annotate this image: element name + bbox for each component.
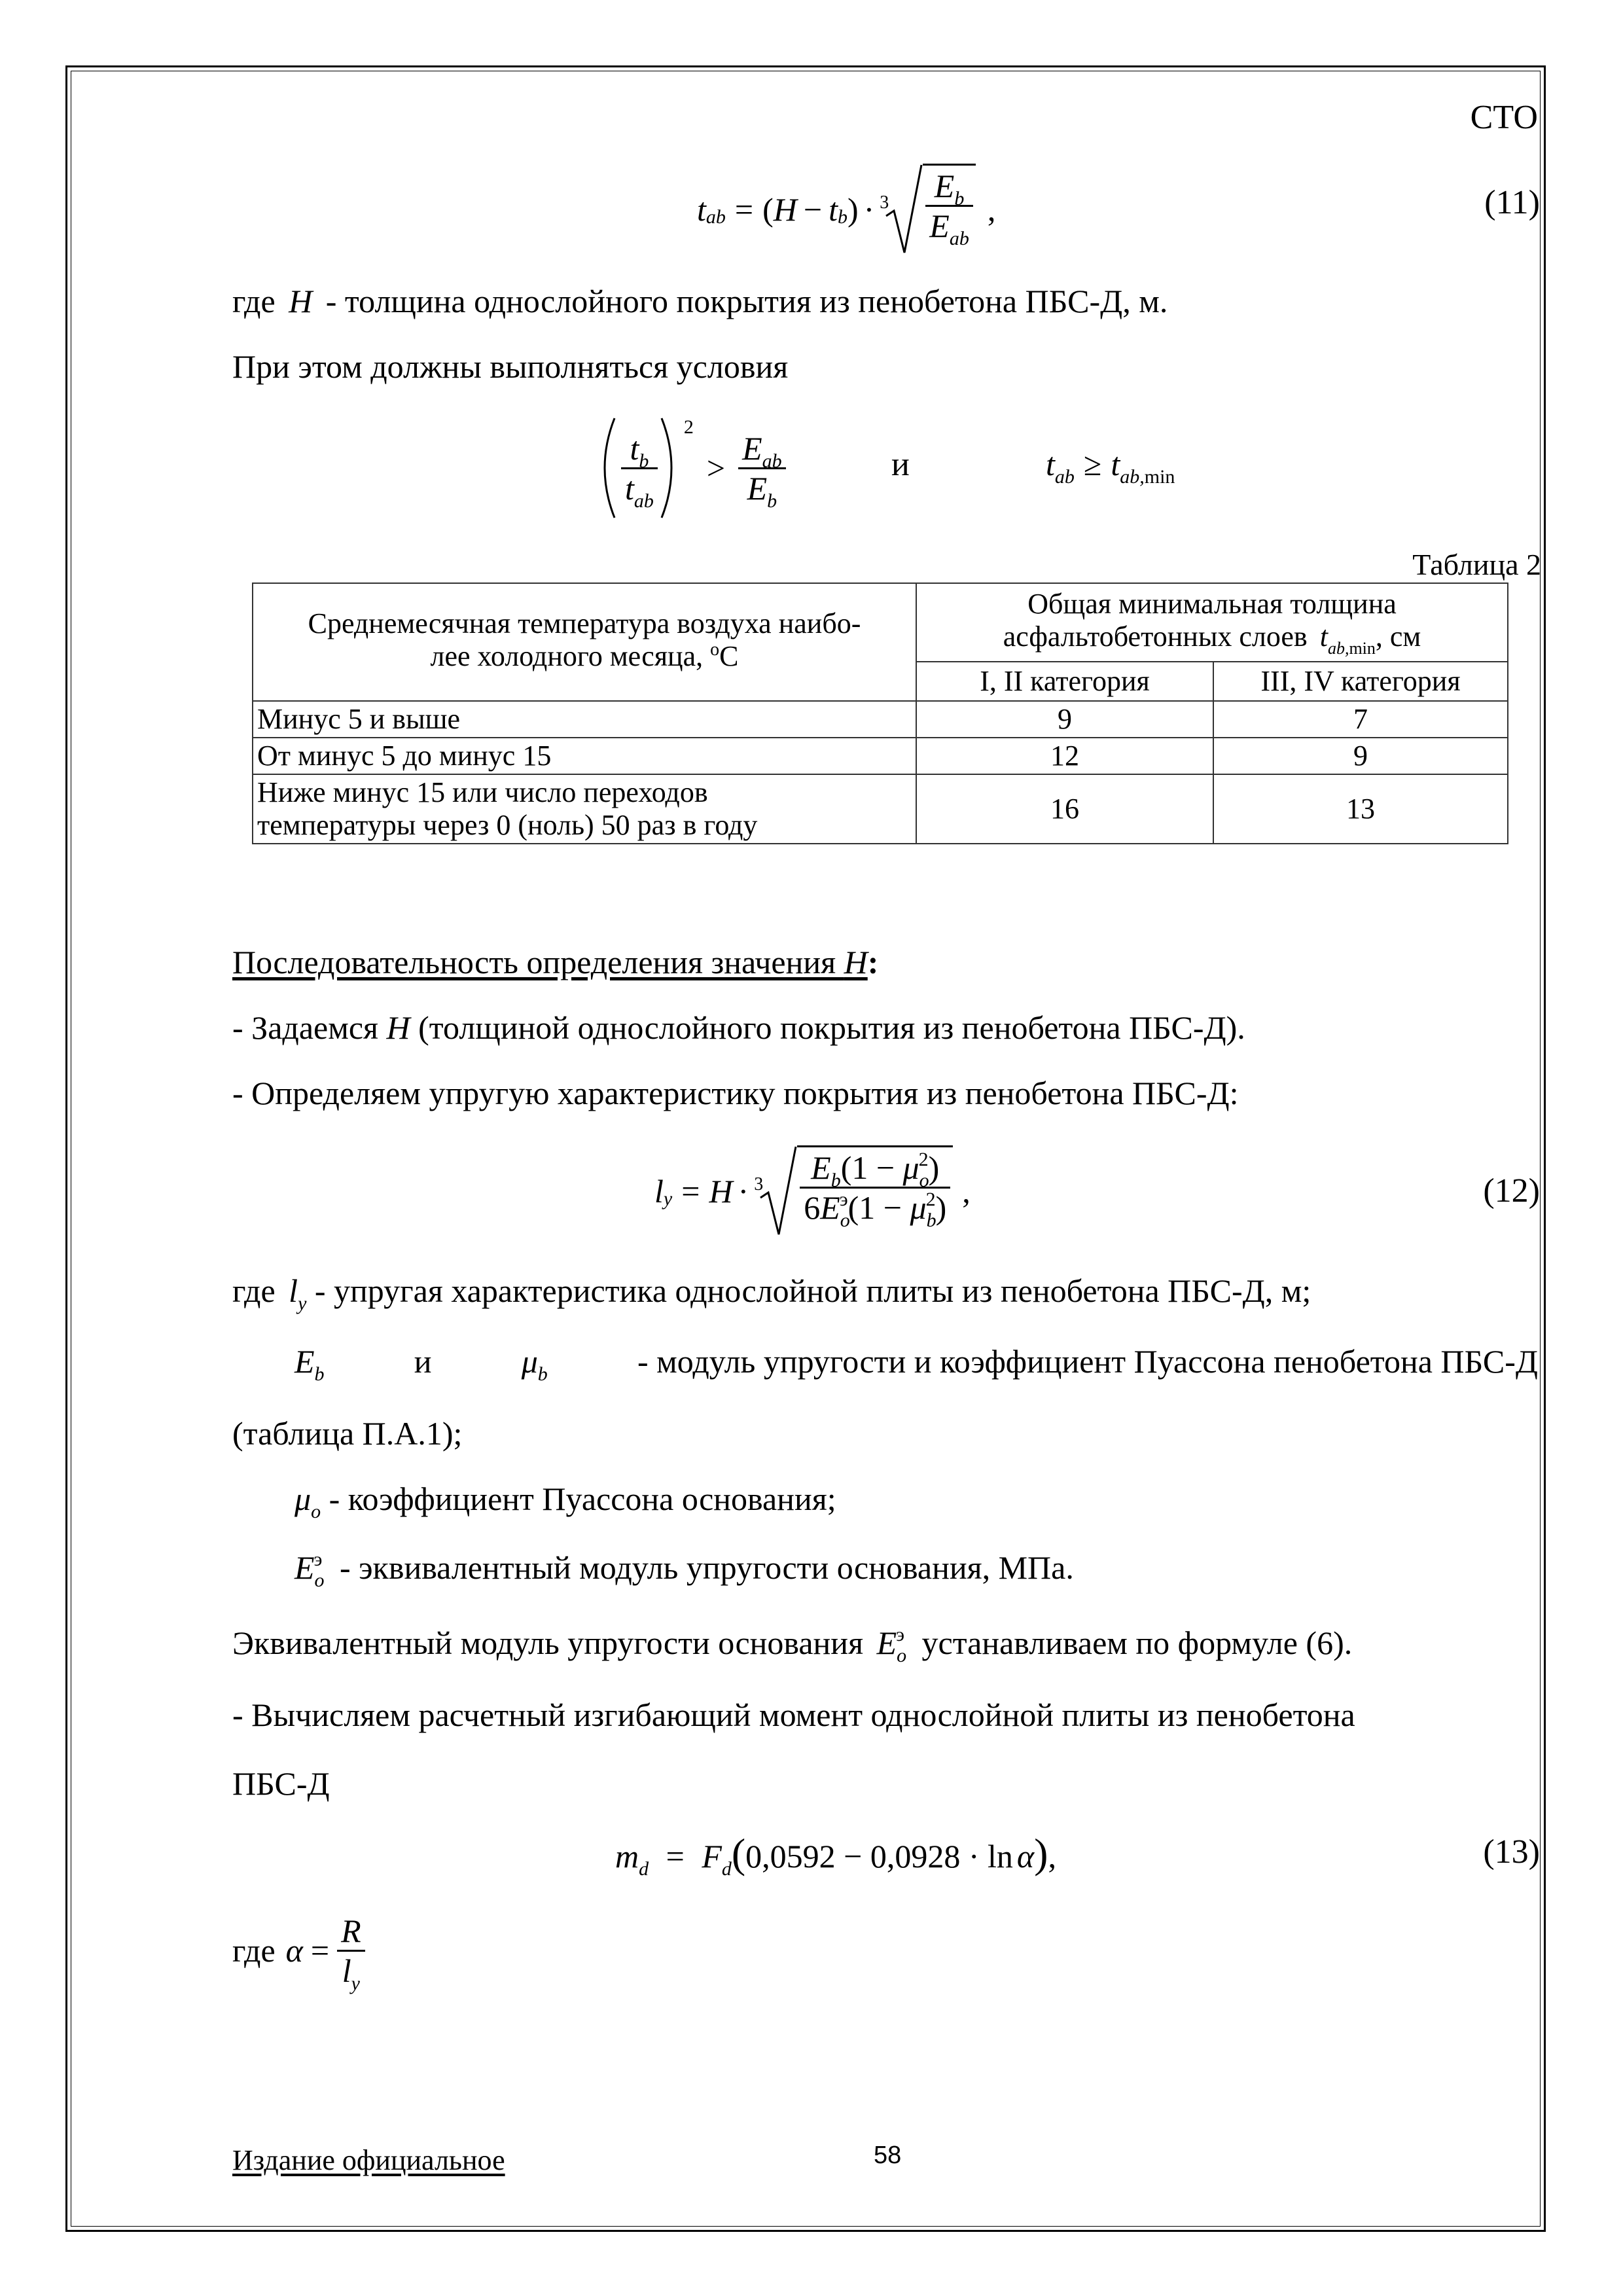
- page-number: 58: [874, 2142, 902, 2169]
- table-cell-label-line1: Ниже минус 15 или число переходов: [257, 776, 708, 808]
- table-2-head-left-line1: Среднемесячная температура воздуха наибо-: [308, 607, 861, 639]
- table-cell-label: От минус 5 до минус 15: [253, 738, 916, 774]
- equivalent-modulus-note: Эквивалентный модуль упругости основания $E_o^э$ устанавливаем по формуле (6).: [232, 1624, 1353, 1666]
- table-2-head-right: Общая минимальная толщина асфальтобетонных слоев $t_{ab,min}$, см: [916, 583, 1508, 662]
- table-2-head-left-line2: лее холодного месяца,: [430, 640, 711, 672]
- degree-sign: o: [710, 639, 720, 660]
- table-2-col1: I, II категория: [916, 662, 1213, 701]
- definition-eo: $E_o^э$ - эквивалентный модуль упругости основания, МПа.: [294, 1549, 1074, 1591]
- table-cell-value: 16: [916, 774, 1213, 844]
- definition-h-var: H: [289, 283, 313, 319]
- definition-ly-prefix: где: [232, 1272, 276, 1309]
- table-row: [253, 774, 1508, 844]
- conditions-intro: При этом должны выполняться условия: [232, 348, 789, 385]
- step-1-text: (толщиной однослойного покрытия из пенобетона ПБС-Д).: [410, 1009, 1245, 1046]
- conditions-and: и: [891, 446, 910, 483]
- step-2: - Определяем упругую характеристику покрытия из пенобетона ПБС-Д:: [232, 1075, 1239, 1111]
- equation-13-number: (13): [1483, 1833, 1540, 1871]
- step-3-line1: - Вычисляем расчетный изгибающий момент однослойной плиты из пенобетона: [232, 1696, 1355, 1733]
- footer-edition-text: Издание официальное: [232, 2144, 505, 2176]
- alpha-definition-prefix: где: [232, 1932, 276, 1969]
- table-cell-label-line2: температуры через 0 (ноль) 50 раз в году: [257, 809, 758, 841]
- sequence-title-text: Последовательность определения значения: [232, 944, 844, 980]
- definition-mu-o: $\mu_o$ - коэффициент Пуассона основания;: [294, 1480, 836, 1522]
- table-cell-value: 7: [1213, 701, 1508, 738]
- equation-13-body: 0,0592 − 0,0928 · ln: [745, 1838, 1013, 1874]
- equivalent-modulus-post: устанавливаем по формуле (6).: [921, 1624, 1353, 1661]
- table-2-head-right-line1: Общая минимальная толщина: [1027, 588, 1397, 620]
- table-2-head-right-unit: , см: [1375, 620, 1421, 653]
- equation-11-number: (11): [1484, 184, 1540, 221]
- definition-eo-text: - эквивалентный модуль упругости основания, МПа.: [339, 1549, 1074, 1586]
- table-cell-label: [253, 774, 916, 844]
- alpha-definition: где α = $\frac{R}{l_y}$: [232, 1898, 365, 2003]
- table-row: [253, 738, 1508, 774]
- step-1-prefix: - Задаемся: [232, 1009, 387, 1046]
- header-code: СТО: [1470, 99, 1538, 136]
- definition-eb-mu: $E_b$ и $\mu_b$ - модуль упругости и коэффициент Пуассона пенобетона ПБС-Д: [294, 1343, 1538, 1385]
- sequence-title-var: H: [844, 944, 868, 980]
- condition-ratio: $\frac{t_b}{t_{ab}}$ 2 > $\frac{E_{ab}}{E_b}$: [592, 412, 786, 524]
- equation-13: $m_d = F_d(0,0592 - 0,0928 \cdot \ln \alpha)$,: [615, 1830, 1056, 1880]
- equation-11: t ab = ( H − t b ) · 3 $\frac{E_b}{E_{ab}}$ ,: [697, 160, 995, 259]
- definition-h: [232, 281, 1168, 321]
- equation-12: l y = H · 3 $\frac{E_b(1 - \mu_o^2)}{6E_o^э(1 - \mu_b^2)}$ ,: [654, 1142, 971, 1240]
- definition-mu-o-text: - коэффициент Пуассона основания;: [329, 1480, 836, 1517]
- definition-eb-ref: (таблица П.А.1);: [232, 1415, 463, 1452]
- table-2: [252, 583, 1508, 844]
- table-cell-value: 13: [1213, 774, 1508, 844]
- sequence-title: [232, 942, 878, 982]
- table-row: [253, 701, 1508, 738]
- step-1-var: H: [386, 1009, 410, 1046]
- table-cell-value: 12: [916, 738, 1213, 774]
- table-2-head-right-line2: асфальтобетонных слоев: [1003, 620, 1308, 653]
- condition-min: $t_{ab} \ge t_{ab,min}$: [1046, 446, 1175, 488]
- definition-ly-text: - упругая характеристика однослойной плиты из пенобетона ПБС-Д, м;: [314, 1272, 1311, 1309]
- equivalent-modulus-pre: Эквивалентный модуль упругости основания: [232, 1624, 864, 1661]
- step-3-line2: ПБС-Д: [232, 1765, 330, 1802]
- definition-ly: где $l_y$ - упругая характеристика однослойной плиты из пенобетона ПБС-Д, м;: [232, 1272, 1311, 1314]
- footer-edition: [232, 2144, 505, 2177]
- definition-eb-text: - модуль упругости и коэффициент Пуассона пенобетона ПБС-Д: [637, 1343, 1538, 1380]
- sequence-title-colon: :: [867, 944, 879, 980]
- table-2-head-left-unit: С: [719, 640, 739, 672]
- step-1: [232, 1008, 1245, 1047]
- table-2-col2: III, IV категория: [1213, 662, 1508, 701]
- definition-eb-and: и: [414, 1343, 432, 1380]
- table-cell-value: 9: [1213, 738, 1508, 774]
- table-cell-label: Минус 5 и выше: [253, 701, 916, 738]
- definition-h-prefix: где: [232, 283, 276, 319]
- table-2-caption: Таблица 2: [1412, 548, 1541, 581]
- table-cell-value: 9: [916, 701, 1213, 738]
- definition-h-text: - толщина однослойного покрытия из пенобетона ПБС-Д, м.: [325, 283, 1168, 319]
- equation-12-number: (12): [1483, 1172, 1540, 1210]
- table-2-head-left: [253, 583, 916, 701]
